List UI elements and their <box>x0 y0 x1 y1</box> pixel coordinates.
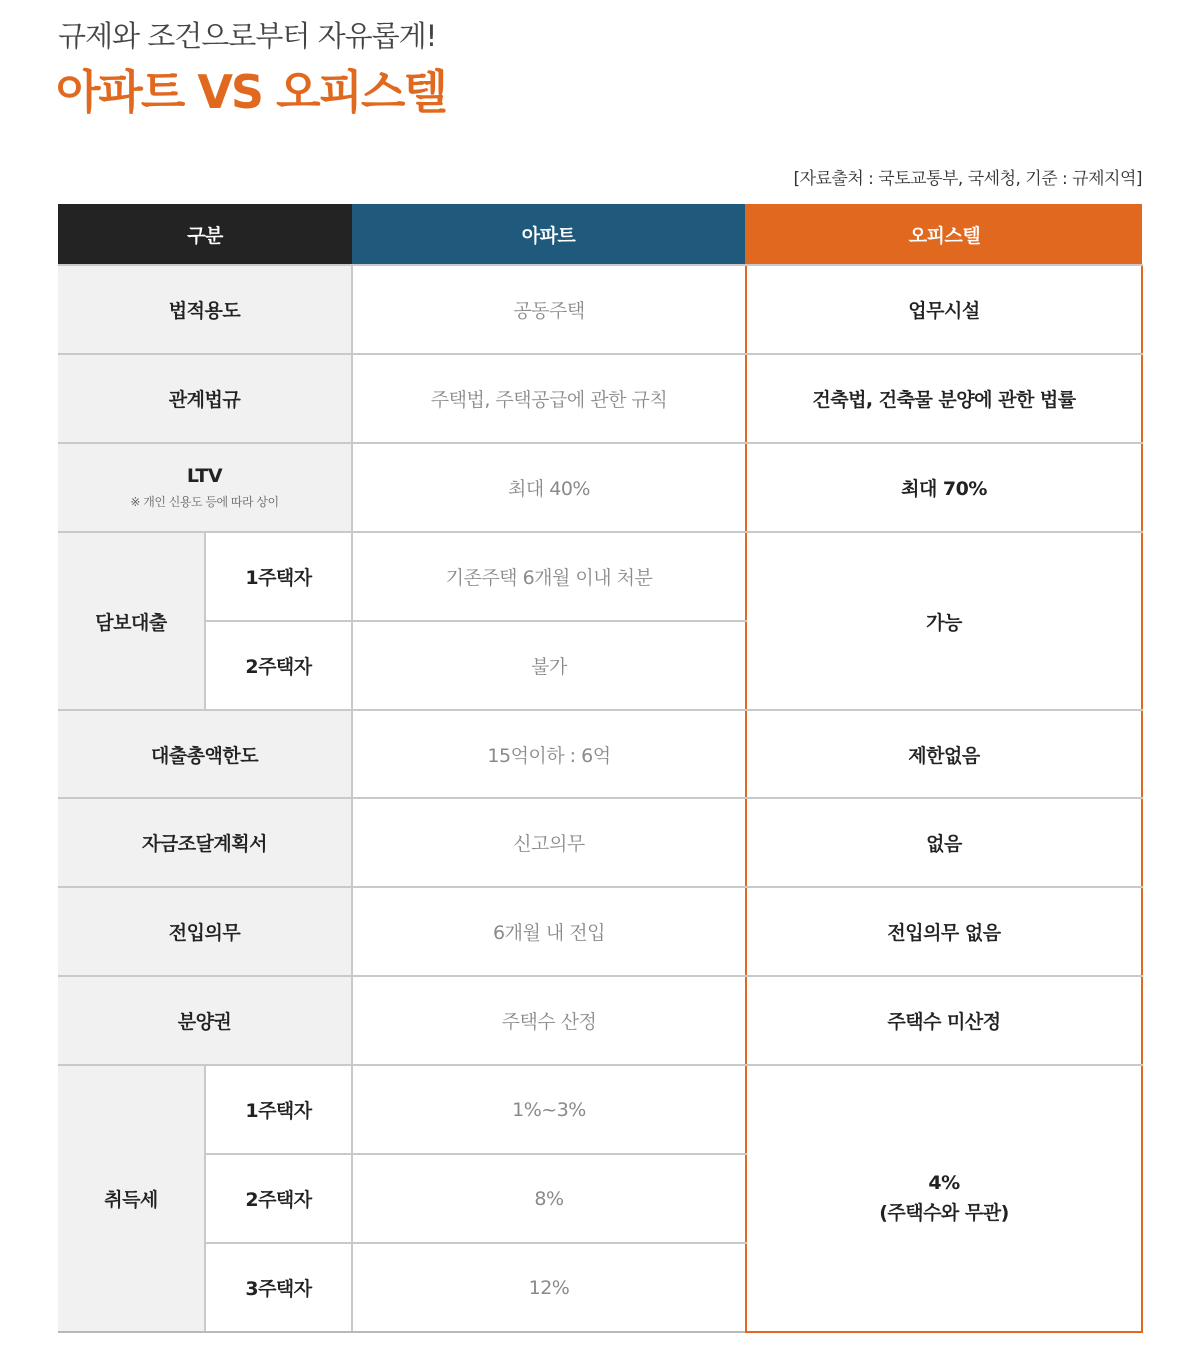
row-label-acquisition-tax: 취득세 <box>58 1065 205 1332</box>
apartment-acquisition-tax-3: 12% <box>352 1243 746 1332</box>
row-label-mortgage: 담보대출 <box>58 532 205 710</box>
officetel-move-in: 전입의무 없음 <box>746 887 1142 976</box>
apartment-acquisition-tax-2: 8% <box>352 1154 746 1243</box>
acquisition-tax-sub-1: 1주택자 <box>205 1065 352 1154</box>
row-label-ltv <box>58 443 352 532</box>
officetel-acquisition-tax <box>746 1065 1142 1332</box>
table-row <box>58 1065 1142 1154</box>
table-header-row <box>58 204 1142 265</box>
table-row <box>58 532 1142 621</box>
header-category: 구분 <box>58 204 352 265</box>
row-label-move-in: 전입의무 <box>58 887 352 976</box>
apartment-loan-limit: 15억이하 : 6억 <box>352 710 746 798</box>
officetel-funding-plan: 없음 <box>746 798 1142 887</box>
officetel-regulation: 건축법, 건축물 분양에 관한 법률 <box>746 354 1142 443</box>
table-row <box>58 443 1142 532</box>
mortgage-sub-1: 1주택자 <box>205 532 352 621</box>
table-row <box>58 710 1142 798</box>
table-row <box>58 887 1142 976</box>
apartment-move-in: 6개월 내 전입 <box>352 887 746 976</box>
apartment-presale: 주택수 산정 <box>352 976 746 1065</box>
officetel-mortgage: 가능 <box>746 532 1142 710</box>
comparison-table <box>58 204 1143 1333</box>
officetel-loan-limit: 제한없음 <box>746 710 1142 798</box>
officetel-acquisition-tax-rate: 4% <box>928 1172 960 1194</box>
apartment-acquisition-tax-1: 1%~3% <box>352 1065 746 1154</box>
table-row <box>58 265 1142 354</box>
header-officetel: 오피스텔 <box>746 204 1142 265</box>
apartment-mortgage-2: 불가 <box>352 621 746 710</box>
acquisition-tax-sub-2: 2주택자 <box>205 1154 352 1243</box>
row-label-loan-limit: 대출총액한도 <box>58 710 352 798</box>
row-label-regulation: 관계법규 <box>58 354 352 443</box>
acquisition-tax-sub-3: 3주택자 <box>205 1243 352 1332</box>
apartment-funding-plan: 신고의무 <box>352 798 746 887</box>
page-title: 아파트 VS 오피스텔 <box>56 65 446 119</box>
row-label-presale: 분양권 <box>58 976 352 1065</box>
apartment-mortgage-1: 기존주택 6개월 이내 처분 <box>352 532 746 621</box>
header-apartment: 아파트 <box>352 204 746 265</box>
officetel-acquisition-tax-note: (주택수와 무관) <box>879 1202 1009 1224</box>
source-note: [자료출처 : 국토교통부, 국세청, 기준 : 규제지역] <box>793 169 1142 189</box>
apartment-legal-use: 공동주택 <box>352 265 746 354</box>
mortgage-sub-2: 2주택자 <box>205 621 352 710</box>
table-row <box>58 354 1142 443</box>
officetel-legal-use: 업무시설 <box>746 265 1142 354</box>
table-row <box>58 798 1142 887</box>
apartment-ltv: 최대 40% <box>352 443 746 532</box>
row-label-legal-use: 법적용도 <box>58 265 352 354</box>
page-subtitle: 규제와 조건으로부터 자유롭게! <box>58 19 437 53</box>
ltv-label: LTV <box>186 465 223 487</box>
row-label-funding-plan: 자금조달계획서 <box>58 798 352 887</box>
ltv-note: ※ 개인 신용도 등에 따라 상이 <box>130 495 279 509</box>
apartment-regulation: 주택법, 주택공급에 관한 규칙 <box>352 354 746 443</box>
officetel-presale: 주택수 미산정 <box>746 976 1142 1065</box>
officetel-ltv: 최대 70% <box>746 443 1142 532</box>
table-row <box>58 976 1142 1065</box>
